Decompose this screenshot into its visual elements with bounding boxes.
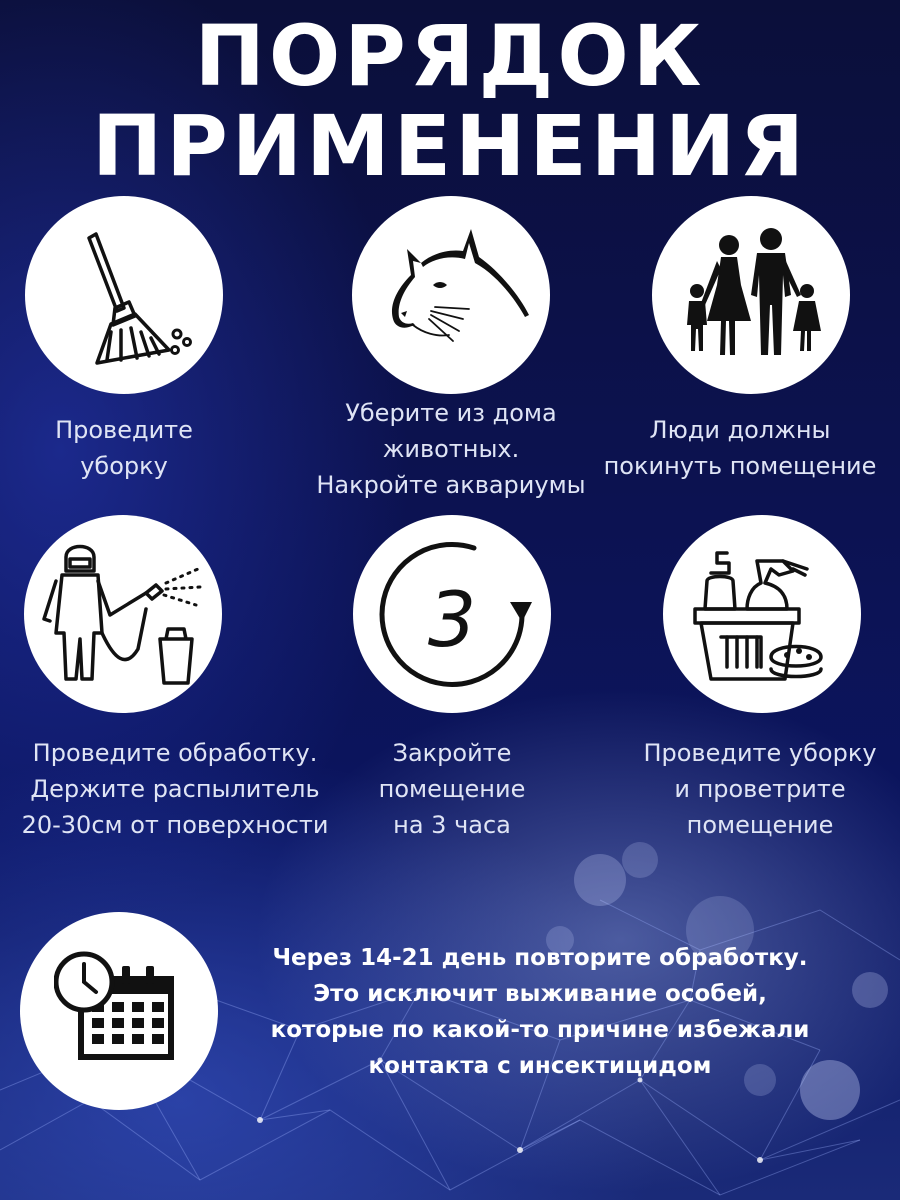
timer-3-icon bbox=[362, 524, 542, 704]
step-4-circle bbox=[24, 515, 222, 713]
note-line: Это исключит выживание особей, bbox=[313, 981, 767, 1007]
step-3-caption bbox=[590, 412, 890, 484]
caption-line: Проведите уборку bbox=[643, 739, 877, 767]
caption-line: Проведите обработку. bbox=[32, 739, 318, 767]
note-line: контакта с инсектицидом bbox=[368, 1053, 712, 1079]
step-2-caption bbox=[316, 395, 586, 503]
caption-line: Накройте аквариумы bbox=[316, 471, 586, 499]
step-5-caption bbox=[352, 735, 552, 843]
repeat-note bbox=[230, 940, 850, 1084]
note-circle bbox=[20, 912, 218, 1110]
timer-number: 3 bbox=[427, 575, 477, 664]
sprayer-person-icon bbox=[38, 529, 208, 699]
caption-line: покинуть помещение bbox=[603, 452, 877, 480]
caption-line: животных. bbox=[382, 435, 520, 463]
page-title-line-2: ПРИМЕНЕНИЯ bbox=[91, 97, 809, 195]
step-4-caption bbox=[5, 735, 345, 843]
step-5-circle bbox=[353, 515, 551, 713]
step-3-circle bbox=[652, 196, 850, 394]
caption-line: помещение bbox=[378, 775, 526, 803]
caption-line: помещение bbox=[686, 811, 834, 839]
note-line: которые по какой-то причине избежали bbox=[270, 1017, 810, 1043]
caption-line: на 3 часа bbox=[393, 811, 511, 839]
caption-line: Уберите из дома bbox=[345, 399, 557, 427]
step-1-caption bbox=[15, 412, 233, 484]
step-2-circle bbox=[352, 196, 550, 394]
step-6-circle bbox=[663, 515, 861, 713]
caption-line: Держите распылитель bbox=[30, 775, 320, 803]
note-line: Через 14-21 день повторите обработку. bbox=[272, 945, 808, 971]
caption-line: Люди должны bbox=[649, 416, 831, 444]
caption-line: 20-30см от поверхности bbox=[21, 811, 329, 839]
caption-line: Проведите bbox=[55, 416, 193, 444]
caption-line: Закройте bbox=[392, 739, 512, 767]
caption-line: и проветрите bbox=[674, 775, 846, 803]
broom-icon bbox=[49, 220, 199, 370]
cat-icon bbox=[371, 215, 531, 375]
step-1-circle bbox=[25, 196, 223, 394]
clock-calendar-icon bbox=[54, 946, 184, 1076]
cleaning-supplies-icon bbox=[687, 539, 837, 689]
caption-line: уборку bbox=[80, 452, 168, 480]
family-icon bbox=[671, 225, 831, 365]
step-6-caption bbox=[620, 735, 900, 843]
page-title-line-1: ПОРЯДОК bbox=[194, 7, 706, 105]
